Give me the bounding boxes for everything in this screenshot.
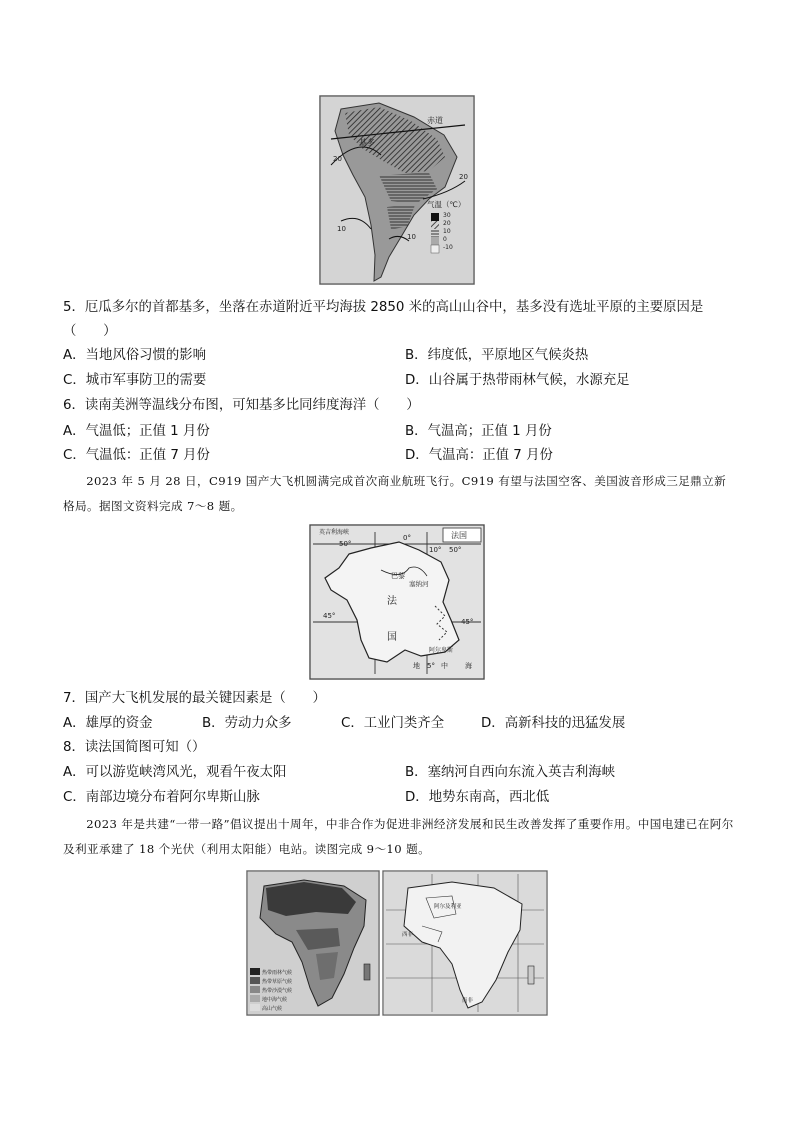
climate-legend-label: 热带沙漠气候 — [262, 988, 293, 994]
med-label-1: 地 — [413, 662, 420, 670]
fa-label: 法 — [387, 596, 397, 607]
climate-legend-label: 热带草原气候 — [262, 979, 293, 985]
legend-title: 气温（℃） — [427, 200, 466, 209]
isotherm-label: 20 — [459, 173, 468, 181]
q8-option-c[interactable]: C．南部边境分布着阿尔卑斯山脉 — [63, 790, 260, 805]
quito-label: 基多 — [359, 138, 375, 147]
intro-9-10: 2023 年是共建“一带一路”倡议提出十周年，中非合作为促进非洲经济发展和民生改善发挥了重要作用。中国电建已在阿尔及利亚承建了 18 个光伏（利用太阳能）电站。读图完成 9～10 题。 — [63, 817, 734, 856]
q7-options — [63, 715, 626, 733]
africa-climate-map — [246, 870, 380, 1016]
q8-option-d[interactable]: D．地势东南高，西北低 — [405, 790, 550, 805]
q6-option-b[interactable]: B．气温高；正值 1 月份 — [405, 424, 552, 439]
paris-label: 巴黎 — [391, 572, 405, 580]
q6-option-d[interactable]: D．气温高：正值 7 月份 — [405, 448, 553, 463]
q8-options-row1 — [63, 764, 616, 782]
q5-options-row2 — [63, 372, 630, 390]
q5-stem: 5．厄瓜多尔的首都基多，坐落在赤道附近平均海拔 2850 米的高山山谷中，基多没有选址平原的主要原因是 — [63, 300, 704, 315]
q8-option-b[interactable]: B．塞纳河自西向东流入英吉利海峡 — [405, 765, 616, 780]
isotherm-label: 10 — [407, 233, 416, 241]
q7-option-b[interactable]: B．劳动力众多 — [202, 716, 292, 731]
q6-options-row2 — [63, 447, 553, 465]
legend-value: 20 — [443, 220, 451, 227]
lat-45-right-label: 45° — [461, 618, 474, 626]
lon-10-label: 10° — [429, 546, 442, 554]
med-label-2: 中 — [441, 662, 448, 670]
lat-45-label: 45° — [323, 612, 336, 620]
lon-5-label: 5° — [427, 662, 435, 670]
alps-label: 阿尔卑斯 — [429, 647, 454, 654]
seine-label: 塞纳河 — [409, 580, 429, 588]
legend-value: -10 — [443, 244, 453, 251]
q5-option-a[interactable]: A．当地风俗习惯的影响 — [63, 348, 207, 363]
q5-option-d[interactable]: D．山谷属于热带雨林气候，水源充足 — [405, 373, 630, 388]
q6-option-c[interactable]: C．气温低：正值 7 月份 — [63, 448, 210, 463]
q6-option-a[interactable]: A．气温低；正值 1 月份 — [63, 424, 210, 439]
lat-50-right-label: 50° — [449, 546, 462, 554]
q8-stem: 8．读法国简图可知（） — [63, 740, 206, 755]
q7-option-d[interactable]: D．高新科技的迅猛发展 — [481, 716, 626, 731]
legend-value: 10 — [443, 228, 451, 235]
region-label: 南非 — [462, 998, 474, 1004]
equator-label: 赤道 — [427, 116, 443, 125]
legend-value: 0 — [443, 236, 447, 243]
q6-stem: 6．读南美洲等温线分布图，可知基多比同纬度海洋（ ） — [63, 398, 420, 413]
q5-option-c[interactable]: C．城市军事防卫的需要 — [63, 373, 207, 388]
q7-stem: 7．国产大飞机发展的最关键因素是（ ） — [63, 691, 326, 706]
intro-7-8: 2023 年 5 月 28 日，C919 国产大飞机圆满完成首次商业航班飞行。C919 有望与法国空客、美国波音形成三足鼎立新格局。据图文资料完成 7～8 题。 — [63, 474, 727, 513]
climate-legend-label: 热带雨林气候 — [262, 970, 293, 976]
region-label: 西非 — [402, 932, 414, 938]
channel-label: 英吉利海峡 — [319, 529, 350, 536]
lat-50-label: 50° — [339, 540, 352, 548]
climate-legend-label: 高山气候 — [262, 1006, 283, 1012]
region-label: 阿尔及利亚 — [434, 904, 462, 910]
climate-legend-label: 地中海气候 — [262, 997, 288, 1003]
zero-meridian-label: 0° — [403, 534, 411, 542]
legend-value: 30 — [443, 212, 451, 219]
guo-label: 国 — [387, 632, 397, 643]
q5-option-b[interactable]: B．纬度低，平原地区气候炎热 — [405, 348, 589, 363]
q8-options-row2 — [63, 789, 550, 807]
france-map — [309, 524, 485, 680]
q5-options-row1 — [63, 347, 589, 365]
q5-blank: （ ） — [63, 324, 117, 339]
isotherm-label: 20 — [333, 155, 342, 163]
africa-region-map — [382, 870, 548, 1016]
q8-option-a[interactable]: A．可以游览峡湾风光，观看午夜太阳 — [63, 765, 287, 780]
med-label-3: 海 — [465, 662, 472, 670]
map-title: 法国 — [451, 531, 467, 540]
isotherm-label: 10 — [337, 225, 346, 233]
q7-option-a[interactable]: A．雄厚的资金 — [63, 716, 153, 731]
south-america-isotherm-map — [319, 95, 475, 285]
q7-option-c[interactable]: C．工业门类齐全 — [341, 716, 445, 731]
q6-options-row1 — [63, 423, 552, 441]
